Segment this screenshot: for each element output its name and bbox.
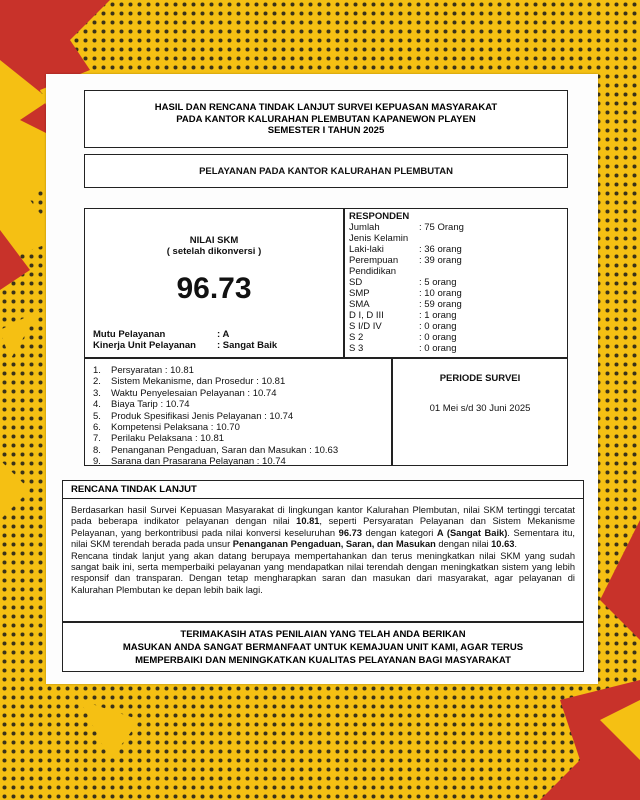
edu-value: : 5 orang: [419, 277, 457, 288]
skm-subtitle: ( setelah dikonversi ): [166, 246, 262, 257]
indicator-row: 7. Perilaku Pelaksana : 10.81: [93, 433, 225, 445]
thanks-line-2: MASUKAN ANDA SANGAT BERMANFAAT UNTUK KEMAJUAN UNIT KAMI, AGAR TERUS: [122, 641, 524, 653]
mutu-label: Mutu Pelayanan: [93, 329, 166, 340]
thanks-box: [62, 622, 584, 672]
period-title: PERIODE SURVEI: [439, 373, 521, 384]
edu-value: : 0 orang: [419, 332, 457, 343]
edu-value: : 0 orang: [419, 321, 457, 332]
period-box: [392, 358, 568, 466]
thanks-line-1: TERIMAKASIH ATAS PENILAIAN YANG TELAH ANDA BERIKAN: [180, 628, 466, 640]
edu-value: : 1 orang: [419, 310, 457, 321]
skm-title: NILAI SKM: [189, 235, 239, 246]
mutu-value: : A: [217, 329, 230, 340]
jumlah-value: : 75 Orang: [419, 222, 464, 233]
title-box: [84, 90, 568, 148]
title-line-2: PADA KANTOR KALURAHAN PLEMBUTAN KAPANEWON PLAYEN: [176, 113, 476, 125]
indicator-row: 4. Biaya Tarip : 10.74: [93, 399, 190, 411]
indicator-row: 3. Waktu Penyelesaian Pelayanan : 10.74: [93, 387, 277, 399]
jenis-kelamin-label: Jenis Kelamin: [349, 233, 409, 244]
plan-body: [71, 505, 575, 596]
edu-label: D I, D III: [349, 310, 384, 321]
edu-label: S I/D IV: [349, 321, 382, 332]
laki-value: : 36 orang: [419, 244, 462, 255]
indicator-row: 8. Penanganan Pengaduan, Saran dan Masukan : 10.63: [93, 444, 339, 456]
skm-value: 96.73: [176, 272, 252, 305]
perempuan-value: : 39 orang: [419, 255, 462, 266]
title-line-3: SEMESTER I TAHUN 2025: [267, 125, 385, 136]
survey-sheet: [46, 74, 598, 684]
indicators-box: [84, 358, 392, 466]
respondents-title: RESPONDEN: [349, 211, 410, 222]
plan-paragraph-1: Berdasarkan hasil Survei Kepuasan Masyarakat di lingkungan kantor Kalurahan Plembutan, nilai SKM tertinggi tercatat pada beberapa indikator pelayanan dengan nilai 10.81, seperti Persyaratan Pelayanan dan Sistem Mekanisme Pelayanan, yang berkontribusi pada nilai konversi keseluruhan 96.73 dengan kategori A (Sangat Baik). Sementara itu, nilai SKM terendah berada pada unsur Penanganan Pengaduan, Saran, dan Masukan dengan nilai 10.63.: [71, 505, 575, 550]
edu-value: : 10 orang: [419, 288, 462, 299]
skm-box: [84, 208, 344, 358]
service-box: [84, 154, 568, 188]
pendidikan-label: Pendidikan: [349, 266, 397, 277]
plan-paragraph-2: Rencana tindak lanjut yang akan datang berupaya mempertahankan dan terus meningkatkan nilai SKM yang sudah sangat baik ini, serta memperbaiki pelayanan yang mendapatkan nilai terendah dengan meningkatkan sistem yang lebih responsif dan transparan. Dengan tetap mengharapkan saran dan masukan dari masyarakat, agar pelayanan di Kalurahan Plembutan ke depan lebih baik lagi.: [71, 550, 575, 595]
kinerja-value: : Sangat Baik: [217, 340, 278, 351]
title-line-1: HASIL DAN RENCANA TINDAK LANJUT SURVEI KEPUASAN MASYARAKAT: [154, 102, 498, 113]
edu-label: S 2: [349, 332, 364, 343]
respondents-box: [344, 208, 568, 358]
kinerja-label: Kinerja Unit Pelayanan: [93, 340, 196, 351]
perempuan-label: Perempuan: [349, 255, 399, 266]
period-value: 01 Mei s/d 30 Juni 2025: [429, 403, 531, 414]
laki-label: Laki-laki: [349, 244, 384, 255]
plan-box: [62, 480, 584, 622]
plan-title: RENCANA TINDAK LANJUT: [63, 481, 583, 499]
indicator-row: 2. Sistem Mekanisme, dan Prosedur : 10.81: [93, 376, 286, 388]
indicator-row: 6. Kompetensi Pelaksana : 10.70: [93, 422, 240, 434]
jumlah-label: Jumlah: [349, 222, 380, 233]
edu-value: : 59 orang: [419, 299, 462, 310]
thanks-line-3: MEMPERBAIKI DAN MENINGKATKAN KUALITAS PELAYANAN BAGI MASYARAKAT: [135, 654, 511, 666]
service-title: PELAYANAN PADA KANTOR KALURAHAN PLEMBUTAN: [199, 165, 453, 177]
edu-label: S 3: [349, 343, 364, 354]
indicator-row: 1. Persyaratan : 10.81: [93, 365, 194, 376]
indicator-row: 5. Produk Spesifikasi Jenis Pelayanan : 10.74: [93, 410, 294, 422]
edu-label: SD: [349, 277, 363, 288]
edu-label: SMA: [349, 299, 370, 310]
edu-label: SMP: [349, 288, 370, 299]
indicator-row: 9. Sarana dan Prasarana Pelayanan : 10.74: [93, 456, 286, 468]
edu-value: : 0 orang: [419, 343, 457, 354]
